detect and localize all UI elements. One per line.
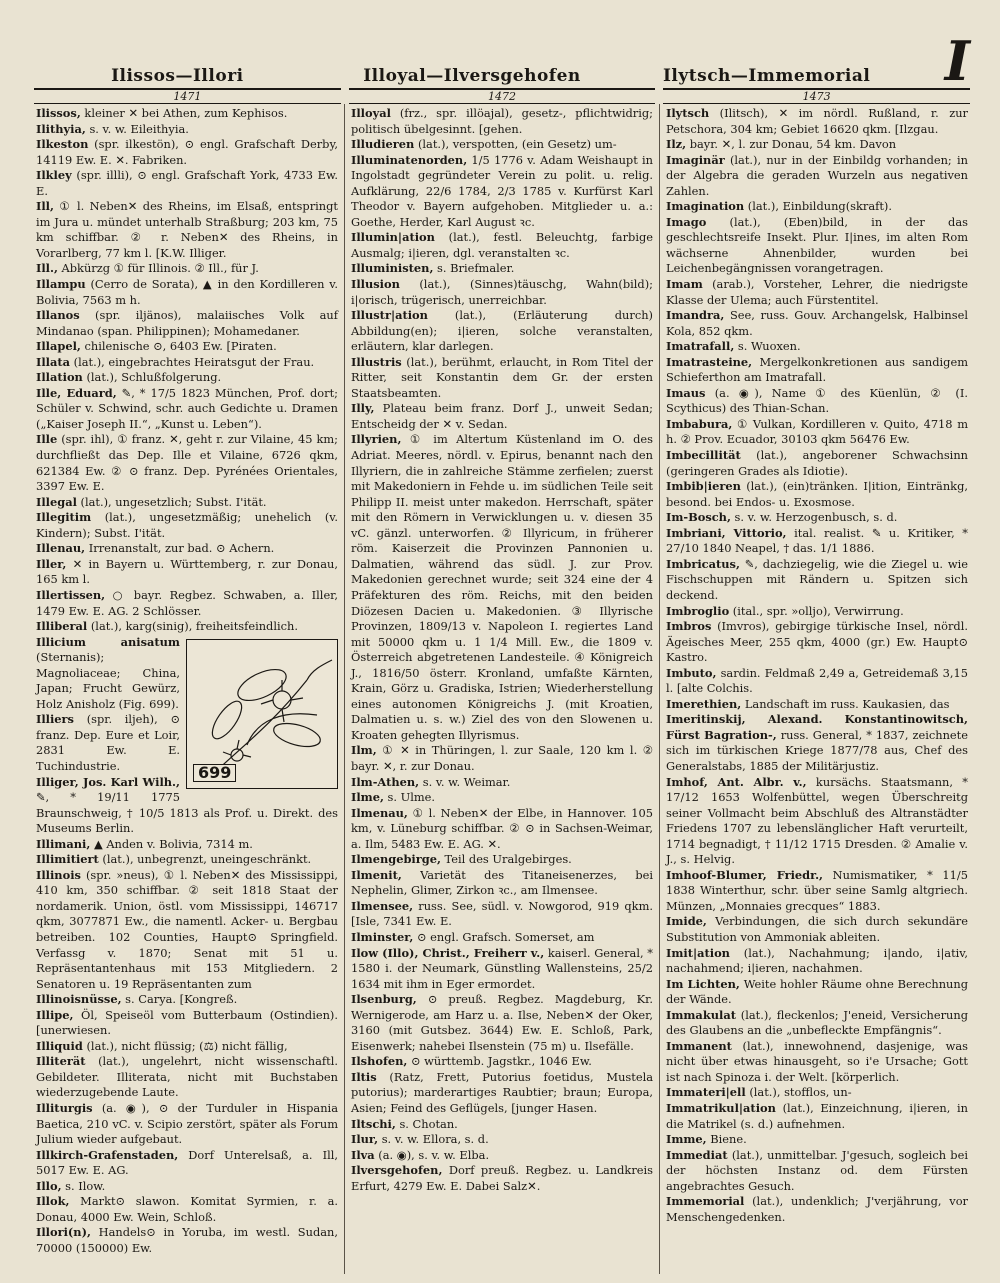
entry-headword: Im Lichten, (666, 976, 740, 991)
dictionary-entry (666, 106, 968, 137)
dictionary-entry (351, 401, 653, 432)
entry-text: ✕ in Bayern u. Württemberg, r. zur Donau, 165 km l. (36, 556, 338, 587)
entry-headword: Ilithyia, (36, 121, 86, 136)
entry-text: (spr. »neus), ① l. Neben✕ des Mississippi, 410 km, 350 schiffbar. ② seit 1818 Staat der nordamerik. Union, östl. vom Mississippi, 146717 qkm, 3077871 Ew., die namentl. Acker- u. Bergbau betreiben. 102 Counties, Haupt⊙ Springfield. Verfassg v. 1870; Senat mit 51 u. Repräsentantenhaus mit 153 Mitgliedern. 2 Senatoren u. 19 Repräsentanten zum (36, 867, 338, 991)
entry-headword: Illata (36, 354, 71, 369)
dictionary-entry (351, 308, 653, 355)
entry-text: (lat.), verspotten, (ein Gesetz) um- (414, 137, 617, 152)
dictionary-entry (666, 355, 968, 386)
entry-text: (lat.), ungelehrt, nicht wissenschaftl. Gebildeter. Illiterata, nicht mit Buchstaben wiederzugebende Laute. (36, 1054, 338, 1100)
entry-headword: Imagination (666, 199, 745, 214)
entry-text: (spr. ilkestön), ⊙ engl. Grafschaft Derby, 14119 Ew. E. ✕. Fabriken. (36, 137, 338, 167)
entry-headword: Illuminatenorden, (351, 152, 468, 167)
entry-text: (a. ◉), Name ① des Küenlün, ② (I. Scythicus) des Thian-Schan. (666, 385, 968, 416)
dictionary-entry (351, 277, 653, 308)
entry-headword: Imerethien, (666, 696, 742, 711)
entry-headword: Ilkley (36, 168, 72, 183)
dictionary-entry (666, 417, 968, 448)
entry-text: (a. ◉), ⊙ der Turduler in Hispania Baetica, 210 vC. v. Scipio zerstört, später als Forum Julium wieder aufgebaut. (36, 1101, 338, 1147)
entry-headword: Imbroglio (666, 603, 730, 618)
entry-headword: Illenau, (36, 541, 86, 556)
entry-headword: Ilminster, (351, 929, 414, 944)
entry-text: Handels⊙ in Yoruba, im westl. Sudan, 70000 (150000) Ew. (36, 1225, 338, 1255)
dictionary-entry (351, 868, 653, 899)
entry-headword: Illyrien, (351, 432, 402, 447)
dictionary-entry (351, 1117, 653, 1133)
entry-headword: Illegal (36, 494, 77, 509)
entry-headword: Imbib|ieren (666, 479, 741, 494)
dictionary-entry (666, 712, 968, 774)
dictionary-entry (666, 386, 968, 417)
dictionary-entry (666, 1008, 968, 1039)
entry-headword: Illumin|ation (351, 230, 435, 245)
dictionary-entry (666, 153, 968, 200)
entry-headword: Illertissen, (36, 587, 106, 602)
entry-text: (lat.), ungesetzmäßig; unehelich (v. Kindern); Subst. I'ität. (36, 510, 338, 540)
dictionary-entry (36, 1039, 338, 1055)
dictionary-entry (36, 837, 338, 853)
dictionary-entry (351, 946, 653, 993)
entry-text: kursächs. Staatsmann, * 17/12 1653 Wolfenbüttel, wegen Überschreitg seiner Vollmacht beim Abschluß des Altranstädter Friedens 1707 zu lebenslänglicher Haft verurteilt, 1714 begnadigt, † 11/12 1715 Dresden. ② Amalie v. J., s. Helvig. (666, 774, 968, 867)
entry-text: (lat.), Nachahmung; i|ando, i|ativ, nachahmend; i|ieren, nachahmen. (666, 945, 968, 976)
column-1 (30, 104, 344, 1274)
figure-number: 699 (193, 764, 236, 782)
dictionary-entry (36, 339, 338, 355)
entry-headword: Ilmenit, (351, 867, 402, 882)
dictionary-entry (36, 1194, 338, 1225)
entry-headword: Illicium anisatum (36, 634, 180, 649)
dictionary-entry (36, 852, 338, 868)
entry-text: Abkürzg ① für Illinois. ② Ill., für J. (57, 261, 259, 276)
dictionary-entry (36, 1179, 338, 1195)
entry-text: (lat.), (ein)tränken. I|ition, Eintränkg, besond. bei Endos- u. Exosmose. (666, 479, 968, 509)
entry-headword: Illustris (351, 354, 402, 369)
entry-text: (lat.), (Eben)bild, in der das geschlechtsreife Insekt. Plur. I|ines, im alten Rom wächserne Ahnenbilder, wurden bei Leichenbegängnissen vorangetragen. (666, 214, 968, 276)
entry-text: s. Ulme. (383, 790, 436, 805)
dictionary-entry (351, 261, 653, 277)
dictionary-entry (666, 1085, 968, 1101)
dictionary-entry (666, 339, 968, 355)
entry-text: ⊙ preuß. Regbez. Magdeburg, Kr. Wernigerode, am Harz u. a. Ilse, Neben✕ der Oker, 3160 (mit Gutsbez. 3644) Ew. E. Schloß, Park, Eisenwerk; nahebei Ilsenstein (75 m) u. Ilsefälle. (351, 992, 653, 1053)
entry-headword: Imbecillität (666, 448, 741, 463)
dictionary-entry (351, 743, 653, 774)
entry-headword: Ille, Eduard, (36, 385, 117, 400)
entry-headword: Ill., (36, 261, 58, 276)
entry-headword: Ilmengebirge, (351, 852, 441, 867)
dictionary-entry (666, 448, 968, 479)
entry-headword: Ilur, (351, 1132, 379, 1147)
entry-text: s. Wuoxen. (734, 339, 801, 354)
entry-text: (lat.), festl. Beleuchtg, farbige Ausmalg; i|ieren, dgl. veranstalten ꝛc. (351, 230, 653, 260)
entry-text: (lat.), innewohnend, dasjenige, was nicht über etwas hinausgeht, so i'e Ursache; Gott ist nach Spinoza i. der Welt. [körperlich. (666, 1038, 968, 1084)
dictionary-entry (36, 386, 338, 433)
entry-headword: Illoyal (351, 106, 391, 120)
dictionary-entry (351, 355, 653, 402)
dictionary-entry (36, 1148, 338, 1179)
entry-headword: Ilm, (351, 743, 377, 758)
dictionary-entry (36, 541, 338, 557)
entry-headword: Ilversgehofen, (351, 1163, 443, 1178)
dictionary-entry (36, 199, 338, 261)
page-number-1: 1471 (34, 88, 341, 104)
dictionary-entry (351, 1070, 653, 1117)
entry-headword: Ilsenburg, (351, 992, 417, 1007)
entry-headword: Imide, (666, 914, 707, 929)
entry-text: ⊙ württemb. Jagstkr., 1046 Ew. (407, 1054, 592, 1069)
dictionary-entry (351, 806, 653, 853)
entry-headword: Illusion (351, 277, 400, 292)
entry-headword: Iltis (351, 1069, 377, 1084)
entry-text: s. Carya. [Kongreß. (121, 992, 238, 1007)
dictionary-entry (36, 308, 338, 339)
dictionary-entry (666, 199, 968, 215)
dictionary-entry (666, 1039, 968, 1086)
entry-text: 1/5 1776 v. Adam Weishaupt in Ingolstadt gegründeter Verein zu polit. u. relig. Aufklärung, 22/6 1784, 2/3 1785 v. Kurfürst Karl Theodor v. Bayern aufgehoben. Mitglieder u. a.: Goethe, Herder, Karl August ꝛc. (351, 152, 653, 229)
entry-text: (Imvros), gebirgige türkische Insel, nördl. Ägeisches Meer, 255 qkm, 4000 (gr.) Ew. Haupt⊙ Kastro. (666, 619, 968, 665)
dictionary-entry (666, 137, 968, 153)
dictionary-entry (36, 261, 338, 277)
entry-text: (spr. illli), ⊙ engl. Grafschaft York, 4733 Ew. E. (36, 168, 338, 198)
entry-headword: Illuministen, (351, 261, 434, 276)
header-col-3: Ilytsch—Immemorial (662, 66, 871, 86)
dictionary-entry (351, 1163, 653, 1194)
entry-headword: Imbriani, Vittorio, (666, 525, 787, 540)
dictionary-entry (351, 775, 653, 791)
entry-text: Weite hohler Räume ohne Berechnung der Wände. (666, 976, 968, 1007)
dictionary-entry (36, 137, 338, 168)
entry-headword: Illinois (36, 867, 81, 882)
entry-headword: Imatrasteine, (666, 354, 753, 369)
dictionary-entry (351, 106, 653, 137)
dictionary-entry (351, 1054, 653, 1070)
entry-text: (ital., spr. »olljo), Verwirrung. (729, 603, 904, 618)
dictionary-entry (666, 1148, 968, 1195)
entry-headword: Imbuto, (666, 665, 717, 680)
entry-text: s. v. w. Weimar. (419, 774, 511, 789)
entry-headword: Illy, (351, 401, 375, 416)
entry-text: kleiner ✕ bei Athen, zum Kephisos. (80, 106, 288, 120)
entry-headword: Imhoof-Blumer, Friedr., (666, 867, 824, 882)
entry-text: Mergelkonkretionen aus sandigem Schieferthon am Imatrafall. (666, 354, 968, 385)
running-header (30, 56, 974, 86)
entry-text: See, russ. Gouv. Archangelsk, Halbinsel Kola, 852 qkm. (666, 308, 968, 338)
entry-headword: Illiberal (36, 619, 88, 634)
dictionary-entry (36, 1054, 338, 1101)
entry-headword: Illiers (36, 712, 74, 727)
column-3 (659, 104, 974, 1274)
dictionary-entry (666, 557, 968, 604)
dictionary-entry (666, 775, 968, 868)
entry-text: russ. See, südl. v. Nowgorod, 919 qkm. [Isle, 7341 Ew. E. (351, 898, 653, 929)
entry-headword: Ilmenau, (351, 805, 408, 820)
entry-headword: Imam (666, 277, 703, 292)
entry-headword: Illok, (36, 1194, 70, 1209)
entry-text: (lat.), nur in der Einbildg vorhanden; in der Algebra die geraden Wurzeln aus negativen Zahlen. (666, 152, 968, 198)
entry-text: Landschaft im russ. Kaukasien, das (741, 696, 950, 711)
entry-headword: Immemorial (666, 1194, 745, 1209)
entry-text: bayr. ✕, l. zur Donau, 54 km. Davon (686, 137, 897, 152)
dictionary-entry (666, 604, 968, 620)
entry-text: ✎, * 19/11 1775 Braunschweig, † 10/5 1813 als Prof. u. Direkt. des Museums Berlin. (36, 790, 338, 836)
entry-text: Varietät des Titaneisenerzes, bei Nephelin, Glimer, Zirkon ꝛc., am Ilmensee. (351, 867, 653, 898)
entry-headword: Ilz, (666, 137, 687, 152)
dictionary-entry (36, 370, 338, 386)
entry-text: ital. realist. ✎ u. Kritiker, * 27/10 1840 Neapel, † das. 1/1 1886. (666, 525, 969, 556)
entry-headword: Immateri|ell (666, 1085, 746, 1100)
entry-text: (Sternanis); Magnoliaceae; China, Japan; Frucht Gewürz, Holz Anisholz (Fig. 699). (36, 650, 180, 711)
entry-headword: Illudieren (351, 137, 415, 152)
entry-text: ⊙ engl. Grafsch. Somerset, am (413, 929, 595, 944)
entry-text: (lat.), angeborener Schwachsinn (geringeren Grades als Idiotie). (666, 448, 968, 478)
entry-headword: Imago (666, 214, 707, 229)
entry-headword: Ill, (36, 199, 54, 214)
entry-headword: Illustr|ation (351, 308, 428, 323)
page-number-3: 1473 (663, 88, 970, 104)
entry-headword: Ilmensee, (351, 898, 414, 913)
entry-text: russ. General, * 1837, zeichnete sich im türkischen Kriege 1877/78 aus, Chef des Generalstabs, 1885 der Militärjustiz. (666, 727, 968, 773)
dictionary-entry (666, 215, 968, 277)
entry-text: Biene. (706, 1132, 747, 1147)
entry-text: (lat.), berühmt, erlaucht, in Rom Titel der Ritter, seit Konstantin dem Gr. der ersten Staatsbeamten. (351, 354, 653, 400)
entry-headword: Illo, (36, 1178, 62, 1193)
entry-text: chilenische ⊙, 6403 Ew. [Piraten. (80, 339, 277, 354)
entry-text: kaiserl. General, * 1580 i. der Neumark, Günstling Wallensteins, 25/2 1634 mit ihm in Eger ermordet. (351, 945, 653, 991)
entry-headword: Ilme, (351, 790, 384, 805)
entry-headword: Ilissos, (36, 106, 81, 120)
dictionary-entry (351, 899, 653, 930)
entry-headword: Ilm-Athen, (351, 774, 420, 789)
entry-headword: Ille (36, 432, 58, 447)
entry-headword: Imeritinskij, Alexand. Konstantinowitsch, Fürst Bagration-, (666, 712, 968, 742)
entry-text: s. Briefmaler. (433, 261, 515, 276)
entry-text: ① ✕ in Thüringen, l. zur Saale, 120 km l. ② bayr. ✕, r. zur Donau. (351, 743, 653, 773)
entry-headword: Illori(n), (36, 1225, 91, 1240)
dictionary-entry (351, 930, 653, 946)
dictionary-entry (36, 868, 338, 992)
dictionary-entry (36, 510, 338, 541)
dictionary-entry (666, 619, 968, 666)
entry-text: Plateau beim franz. Dorf J., unweit Sedan; Entscheidg der ✕ v. Sedan. (351, 401, 653, 431)
dictionary-entry (36, 122, 338, 138)
entry-headword: Illation (36, 370, 83, 385)
entry-text: ✎, dachziegelig, wie die Ziegel u. wie Fischschuppen mit Rändern u. Spitzen sich deckend. (666, 556, 968, 602)
entry-text: (lat.), undenklich; J'verjährung, vor Menschengedenken. (666, 1194, 968, 1224)
dictionary-entry (666, 977, 968, 1008)
entry-text: (a. ◉), s. v. w. Elba. (374, 1147, 490, 1162)
entry-text: Markt⊙ slawon. Komitat Syrmien, r. a. Donau, 4000 Ew. Wein, Schloß. (36, 1194, 338, 1224)
column-2 (344, 104, 659, 1274)
entry-text: (lat.), karg(sinig), freiheitsfeindlich. (87, 619, 298, 634)
entry-headword: Immatrikul|ation (666, 1101, 776, 1115)
entry-headword: Imaginär (666, 152, 725, 167)
entry-headword: Imhof, Ant. Albr. v., (666, 774, 807, 789)
dictionary-entry (666, 277, 968, 308)
dictionary-entry (351, 230, 653, 261)
entry-headword: Illiturgis (36, 1101, 93, 1115)
entry-text: (lat.), unmittelbar. J'gesuch, sogleich bei der höchsten Instanz od. dem Fürsten angebrachtes Gesuch. (666, 1147, 968, 1193)
dictionary-entry (666, 914, 968, 945)
entry-text: ○ bayr. Regbez. Schwaben, a. Iller, 1479 Ew. E. AG. 2 Schlösser. (36, 587, 338, 618)
entry-text: s. Ilow. (61, 1178, 106, 1193)
dictionary-entry (666, 1132, 968, 1148)
entry-text: (spr. ihl), ① franz. ✕, geht r. zur Vilaine, 45 km; durchfließt das Dep. Ille et Vilaine, 6726 qkm, 621384 Ew. ② ⊙ franz. Dep. Pyrénées Orientales, 3397 Ew. E. (36, 432, 338, 494)
entry-text: ✎, * 17/5 1823 München, Prof. dort; Schüler v. Schwind, schr. auch Gedichte u. Dramen („Kaiser Joseph II.“, „Kunst u. Leben“). (36, 385, 338, 431)
entry-text: (lat.), ungesetzlich; Subst. I'ität. (76, 494, 267, 509)
entry-text: (Ilitsch), ✕ im nördl. Rußland, r. zur Petschora, 304 km; Gebiet 16620 qkm. [Ilzgau. (666, 106, 968, 136)
dictionary-entry (351, 790, 653, 806)
dictionary-entry (36, 992, 338, 1008)
dictionary-entry (666, 666, 968, 697)
page-number-2: 1472 (349, 88, 656, 104)
entry-headword: Imbabura, (666, 416, 733, 431)
section-letter: I (944, 29, 970, 93)
entry-headword: Illimani, (36, 836, 91, 851)
entry-headword: Illinoisnüsse, (36, 992, 122, 1007)
entry-headword: Illkirch-Grafenstaden, (36, 1147, 179, 1162)
entry-headword: Imbricatus, (666, 556, 740, 571)
dictionary-entry (36, 495, 338, 511)
entry-text: Verbindungen, die sich durch sekundäre Substitution von Ammoniak ableiten. (666, 914, 968, 944)
entry-headword: Imaus (666, 385, 706, 400)
dictionary-entry (351, 137, 653, 153)
entry-headword: Iller, (36, 556, 67, 571)
dictionary-entry (351, 432, 653, 743)
dictionary-entry (666, 1101, 968, 1132)
dictionary-entry (666, 946, 968, 977)
entry-text: (lat.), nicht flüssig; (⚖) nicht fällig, (82, 1038, 288, 1053)
entry-text: Öl, Speiseöl vom Butterbaum (Ostindien). [unerwiesen. (36, 1007, 338, 1038)
dictionary-entry (36, 355, 338, 371)
dictionary-entry (36, 1101, 338, 1148)
entry-headword: Illipe, (36, 1007, 74, 1022)
dictionary-entry (36, 1225, 338, 1256)
entry-text: Irrenanstalt, zur bad. ⊙ Achern. (85, 541, 275, 556)
entry-text: (Ratz, Frett, Putorius foetidus, Mustela putorius); marderartiges Raubtier; braun; Europa, Asien; Feind des Geflügels, [junger Hasen. (351, 1069, 653, 1115)
dictionary-entry (351, 1132, 653, 1148)
entry-text: (Cerro de Sorata), ▲ in den Kordilleren v. Bolivia, 7563 m h. (36, 277, 338, 307)
page-number-row (30, 86, 974, 104)
entry-text: (lat.), Einbildung(skraft). (744, 199, 892, 214)
entry-text: Teil des Uralgebirges. (440, 852, 572, 867)
entry-text: ① l. Neben✕ des Rheins, im Elsaß, entspringt im Jura u. mündet unterhalb Straßburg; 203 km, 75 km schiffbar. ② r. Neben✕ des Rheins, in Vorarlberg, 77 km l. [K.W. Illiger. (36, 199, 338, 260)
dictionary-entry (36, 588, 338, 619)
entry-text: (lat.), Schlußfolgerung. (82, 370, 222, 385)
entry-headword: Ilkeston (36, 137, 89, 152)
entry-text: Numismatiker, * 11/5 1838 Winterthur, schr. über seine Samlg altgriech. Münzen, „Monnaies grecques“ 1883. (666, 867, 969, 913)
figure-illicium (186, 639, 338, 789)
entry-headword: Imatrafall, (666, 339, 735, 354)
dictionary-entry (666, 479, 968, 510)
dictionary-entry (36, 168, 338, 199)
entry-text: Dorf Unterelsaß, a. Ill, 5017 Ew. E. AG. (36, 1147, 338, 1178)
entry-text: (spr. iljeh), ⊙ franz. Dep. Eure et Loir, 2831 Ew. E. Tuchindustrie. (36, 712, 180, 773)
entry-text: (frz., spr. illöajal), gesetz-, pflichtwidrig; politisch übelgesinnt. [gehen. (351, 106, 653, 136)
entry-text: s. v. w. Ellora, s. d. (378, 1132, 489, 1147)
dictionary-entry (666, 697, 968, 713)
entry-text: (lat.), Einzeichnung, i|ieren, in die Matrikel (s. d.) aufnehmen. (666, 1101, 968, 1131)
entry-headword: Im-Bosch, (666, 510, 731, 525)
entry-headword: Ilow (Illo), Christ., Freiherr v., (351, 945, 545, 960)
entry-headword: Illegitim (36, 510, 92, 525)
entry-text: sardin. Feldmaß 2,49 a, Getreidemaß 3,15 l. [alte Colchis. (666, 665, 968, 696)
entry-headword: Illiger, Jos. Karl Wilh., (36, 774, 180, 789)
dictionary-entry (36, 432, 338, 494)
entry-text: s. Chotan. (395, 1116, 458, 1131)
entry-headword: Illimitiert (36, 852, 99, 867)
entry-text: s. v. w. Eileithyia. (85, 121, 189, 136)
dictionary-entry (36, 1008, 338, 1039)
entry-text: ① im Altertum Küstenland im O. des Adriat. Meeres, nördl. v. Epirus, benannt nach den Illyriern, die in zahlreiche Stämme zerfielen; zuerst mit Makedoniern in Fehde u. im südlichen Teile seit Philipp II. meist unter makedon. Herrschaft, später mit den Römern in Verwicklungen u. v. diesen 35 vC. gänzl. unterworfen. ② Illyricum, in früherer röm. Kaiserzeit die Provinzen Pannonien u. Dalmatien, während das südl. J. zur Prov. Makedonien gerechnet wurde; seit 324 eine der 4 Präfekturen des röm. Reichs, mit den beiden Diözesen Dacien u. Makedonien. ③ Illyrische Provinzen, 1809/13 v. Napoleon I. regiertes Land mit 50000 qkm u. 1 1/4 Mill. Ew., die 1809 v. Österreich abgetretenen Landesteile. ④ Königreich J., 1816/50 österr. Kronland, umfaßte Kärnten, Krain, Görz u. Gradiska, Istrien; Wiederherstellung eines autonomen Königreichs J. (mit Kroatien, Dalmatien u. s. w.) Ziel des von den Slowenen u. Kroaten gehegten Illyrismus. (351, 432, 653, 742)
entry-text: (arab.), Vorsteher, Lehrer, die niedrigste Klasse der Ulema; auch Fürstentitel. (666, 277, 968, 307)
entry-headword: Imandra, (666, 308, 725, 323)
entry-text: (lat.), (Sinnes)täuschg, Wahn(bild); i|orisch, trügerisch, unerreichbar. (351, 277, 653, 307)
entry-text: (lat.), unbegrenzt, uneingeschränkt. (98, 852, 312, 867)
entry-headword: Imbros (666, 619, 712, 634)
dictionary-entry (36, 619, 338, 635)
entry-headword: Illanos (36, 308, 80, 323)
entry-text: s. v. w. Herzogenbusch, s. d. (730, 510, 898, 525)
entry-headword: Imit|ation (666, 945, 730, 960)
dictionary-entry (351, 992, 653, 1054)
entry-headword: Illapel, (36, 339, 81, 354)
entry-headword: Immediat (666, 1147, 728, 1162)
entry-text: ▲ Anden v. Bolivia, 7314 m. (90, 836, 253, 851)
entry-headword: Ilva (351, 1147, 375, 1162)
entry-text: (lat.), (Erläuterung durch) Abbildung(en); i|ieren, solche veranstalten, erläutern, klar darlegen. (351, 308, 653, 354)
entry-headword: Illiterät (36, 1054, 86, 1069)
entry-text: (spr. iljänos), malaiisches Volk auf Mindanao (span. Philippinen); Mohamedaner. (36, 308, 338, 338)
entry-text: (lat.), eingebrachtes Heiratsgut der Frau. (70, 354, 315, 369)
entry-text: ① Vulkan, Kordilleren v. Quito, 4718 m h. ② Prov. Ecuador, 30103 qkm 56476 Ew. (666, 416, 968, 447)
entry-headword: Immanent (666, 1038, 732, 1053)
dictionary-entry (666, 308, 968, 339)
header-col-1: Ilissos—Illori (111, 66, 244, 86)
entry-headword: Illiquid (36, 1038, 83, 1053)
entry-headword: Ilshofen, (351, 1054, 408, 1069)
entry-text: Dorf preuß. Regbez. u. Landkreis Erfurt, 4279 Ew. E. Dabei Salz✕. (351, 1163, 653, 1193)
text-columns (30, 104, 974, 1274)
dictionary-entry (351, 1148, 653, 1164)
entry-headword: Immakulat (666, 1007, 736, 1022)
entry-headword: Iltschi, (351, 1116, 396, 1131)
entry-headword: Imme, (666, 1132, 707, 1147)
dictionary-entry (666, 526, 968, 557)
dictionary-entry (351, 852, 653, 868)
entry-text: (lat.), stofflos, un- (745, 1085, 852, 1100)
entry-text: (lat.), fleckenlos; J'eneid, Versicherung des Glaubens an die „unbefleckte Empfängnis“. (666, 1007, 968, 1038)
entry-text: ① l. Neben✕ der Elbe, in Hannover. 105 km, v. Lüneburg schiffbar. ② ⊙ in Sachsen-Weimar, a. Ilm, 5483 Ew. E. AG. ✕. (351, 805, 653, 851)
dictionary-entry (36, 557, 338, 588)
entry-headword: Illampu (36, 277, 86, 292)
entry-headword: Ilytsch (666, 106, 710, 120)
header-col-2: Illoyal—Ilversgehofen (363, 66, 581, 86)
dictionary-entry (36, 277, 338, 308)
dictionary-entry (351, 153, 653, 231)
dictionary-entry (666, 1194, 968, 1225)
dictionary-entry (666, 868, 968, 915)
dictionary-entry (36, 106, 338, 122)
dictionary-entry (666, 510, 968, 526)
